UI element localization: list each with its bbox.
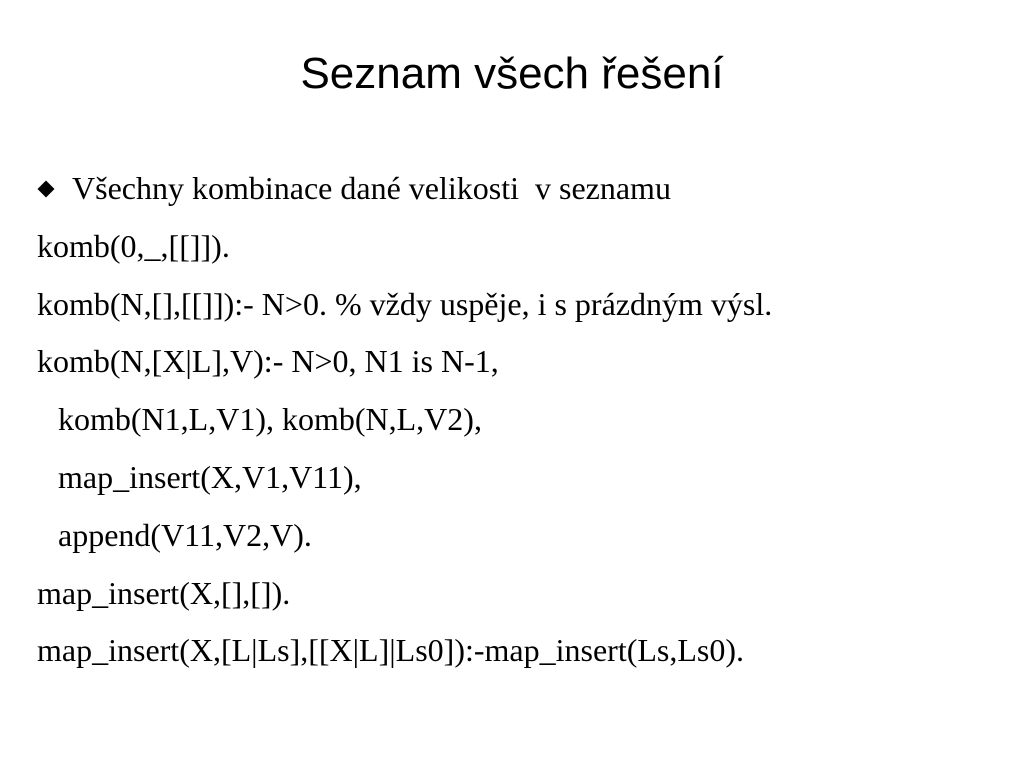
bullet-text: Všechny kombinace dané velikosti v seznamu bbox=[72, 170, 671, 206]
code-line: map_insert(X,[],[]). bbox=[37, 574, 291, 611]
code-line: komb(N1,L,V1), komb(N,L,V2), bbox=[58, 401, 482, 438]
code-line: komb(0,_,[[]]). bbox=[37, 227, 230, 264]
slide-body bbox=[37, 160, 997, 680]
code-line: map_insert(X,V1,V11), bbox=[58, 458, 362, 495]
slide-title: Seznam všech řešení bbox=[300, 49, 724, 98]
bullet-item bbox=[37, 160, 997, 218]
code-line: komb(N,[],[[]]):- N>0. % vždy uspěje, i s prázdným výsl. bbox=[37, 285, 773, 322]
code-line: append(V11,V2,V). bbox=[58, 516, 312, 553]
code-line: map_insert(X,[L|Ls],[[X|L]|Ls0]):-map_insert(Ls,Ls0). bbox=[37, 632, 745, 669]
code-line: komb(N,[X|L],V):- N>0, N1 is N-1, bbox=[37, 343, 499, 380]
diamond-bullet-icon bbox=[38, 180, 55, 197]
